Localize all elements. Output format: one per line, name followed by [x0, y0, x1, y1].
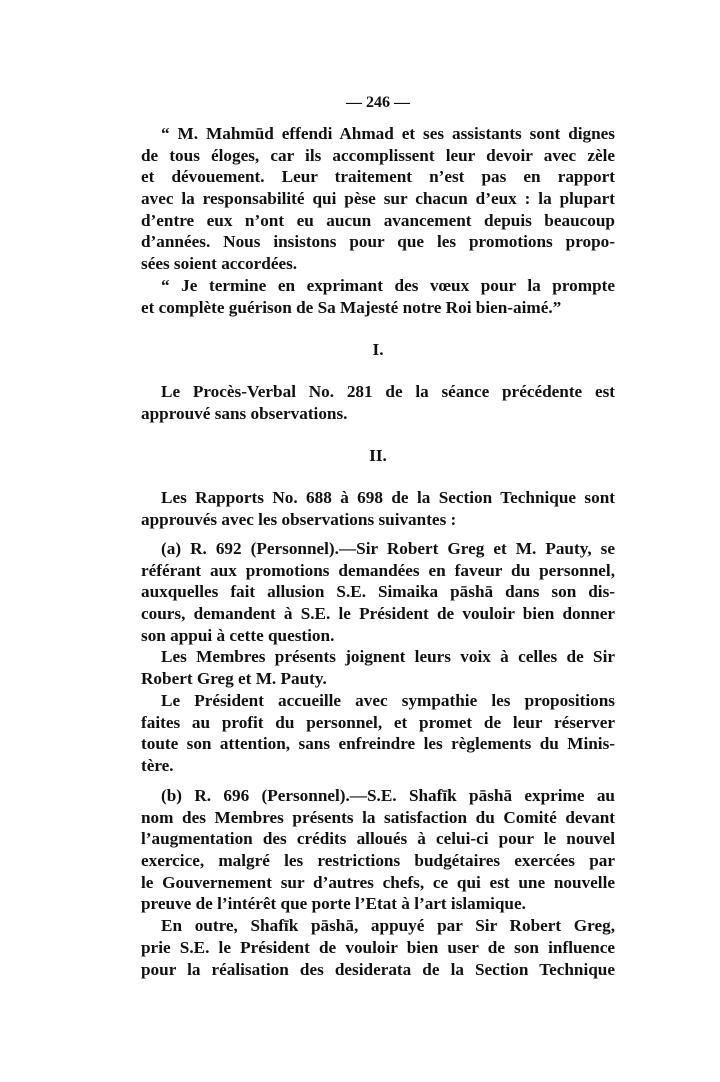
- text-line: approuvés avec les observations suivantes :: [141, 509, 457, 529]
- text-line: l’augmentation des crédits alloués à celui-ci pour le nouvel: [141, 829, 615, 849]
- rapports-paragraph: [141, 487, 615, 530]
- text-line: son appui à cette question.: [141, 625, 335, 645]
- text-line: (b) R. 696 (Personnel).—S.E. Shafīk pāshā exprime au: [161, 786, 615, 805]
- text-line: de tous éloges, car ils accomplissent leur devoir avec zèle: [141, 145, 615, 165]
- text-line: d’entre eux n’ont eu aucun avancement depuis beaucoup: [141, 210, 615, 230]
- item-a-paragraph: [141, 538, 615, 777]
- text-line: et complète guérison de Sa Majesté notre Roi bien-aimé.”: [141, 297, 562, 317]
- text-line: avec la responsabilité qui pèse sur chacun d’eux : la plupart: [141, 189, 615, 209]
- quote-paragraph: [141, 123, 615, 318]
- text-line: Le Président accueille avec sympathie les propositions: [161, 690, 615, 710]
- text-line: prie S.E. le Président de vouloir bien user de son influence: [141, 937, 615, 957]
- text-line: le Gouvernement sur d’autres chefs, ce qui est une nouvelle: [141, 872, 615, 892]
- proces-verbal-paragraph: [141, 381, 615, 424]
- text-line: référant aux promotions demandées en faveur du personnel,: [141, 560, 615, 580]
- item-b-paragraph: [141, 785, 615, 980]
- text-line: tère.: [141, 755, 174, 775]
- text-line: “ Je termine en exprimant des vœux pour la prompte: [161, 275, 615, 295]
- text-line: et dévouement. Leur traitement n’est pas en rapport: [141, 167, 615, 187]
- text-line: d’années. Nous insistons pour que les promotions propo-: [141, 232, 615, 252]
- text-line: Robert Greg et M. Pauty.: [141, 669, 327, 689]
- text-line: cours, demandent à S.E. le Président de vouloir bien donner: [141, 604, 615, 624]
- text-line: faites au profit du personnel, et promet de leur réserver: [141, 712, 615, 732]
- text-line: auxquelles fait allusion S.E. Simaika pāshā dans son dis-: [141, 582, 615, 602]
- text-line: pour la réalisation des desiderata de la Section Technique: [141, 959, 615, 979]
- section-heading-1: I.: [372, 340, 384, 359]
- text-line: nom des Membres présents la satisfaction du Comité devant: [141, 807, 615, 827]
- text-line: sées soient accordées.: [141, 254, 298, 274]
- page-number: — 246 —: [346, 94, 410, 111]
- text-line: exercice, malgré les restrictions budgétaires exercées par: [141, 851, 615, 871]
- text-line: preuve de l’intérêt que porte l’Etat à l’art islamique.: [141, 894, 526, 914]
- text-line: Les Rapports No. 688 à 698 de la Section Technique sont: [161, 488, 615, 507]
- text-line: approuvé sans observations.: [141, 403, 348, 423]
- text-line: (a) R. 692 (Personnel).—Sir Robert Greg et M. Pauty, se: [161, 539, 615, 558]
- text-line: Les Membres présents joignent leurs voix à celles de Sir: [161, 647, 615, 667]
- text-line: “ M. Mahmūd effendi Ahmad et ses assistants sont dignes: [161, 124, 615, 143]
- text-line: Le Procès-Verbal No. 281 de la séance précédente est: [161, 382, 615, 401]
- section-heading-2: II.: [369, 446, 387, 465]
- text-line: En outre, Shafīk pāshā, appuyé par Sir Robert Greg,: [161, 916, 615, 936]
- text-line: toute son attention, sans enfreindre les règlements du Minis-: [141, 734, 615, 754]
